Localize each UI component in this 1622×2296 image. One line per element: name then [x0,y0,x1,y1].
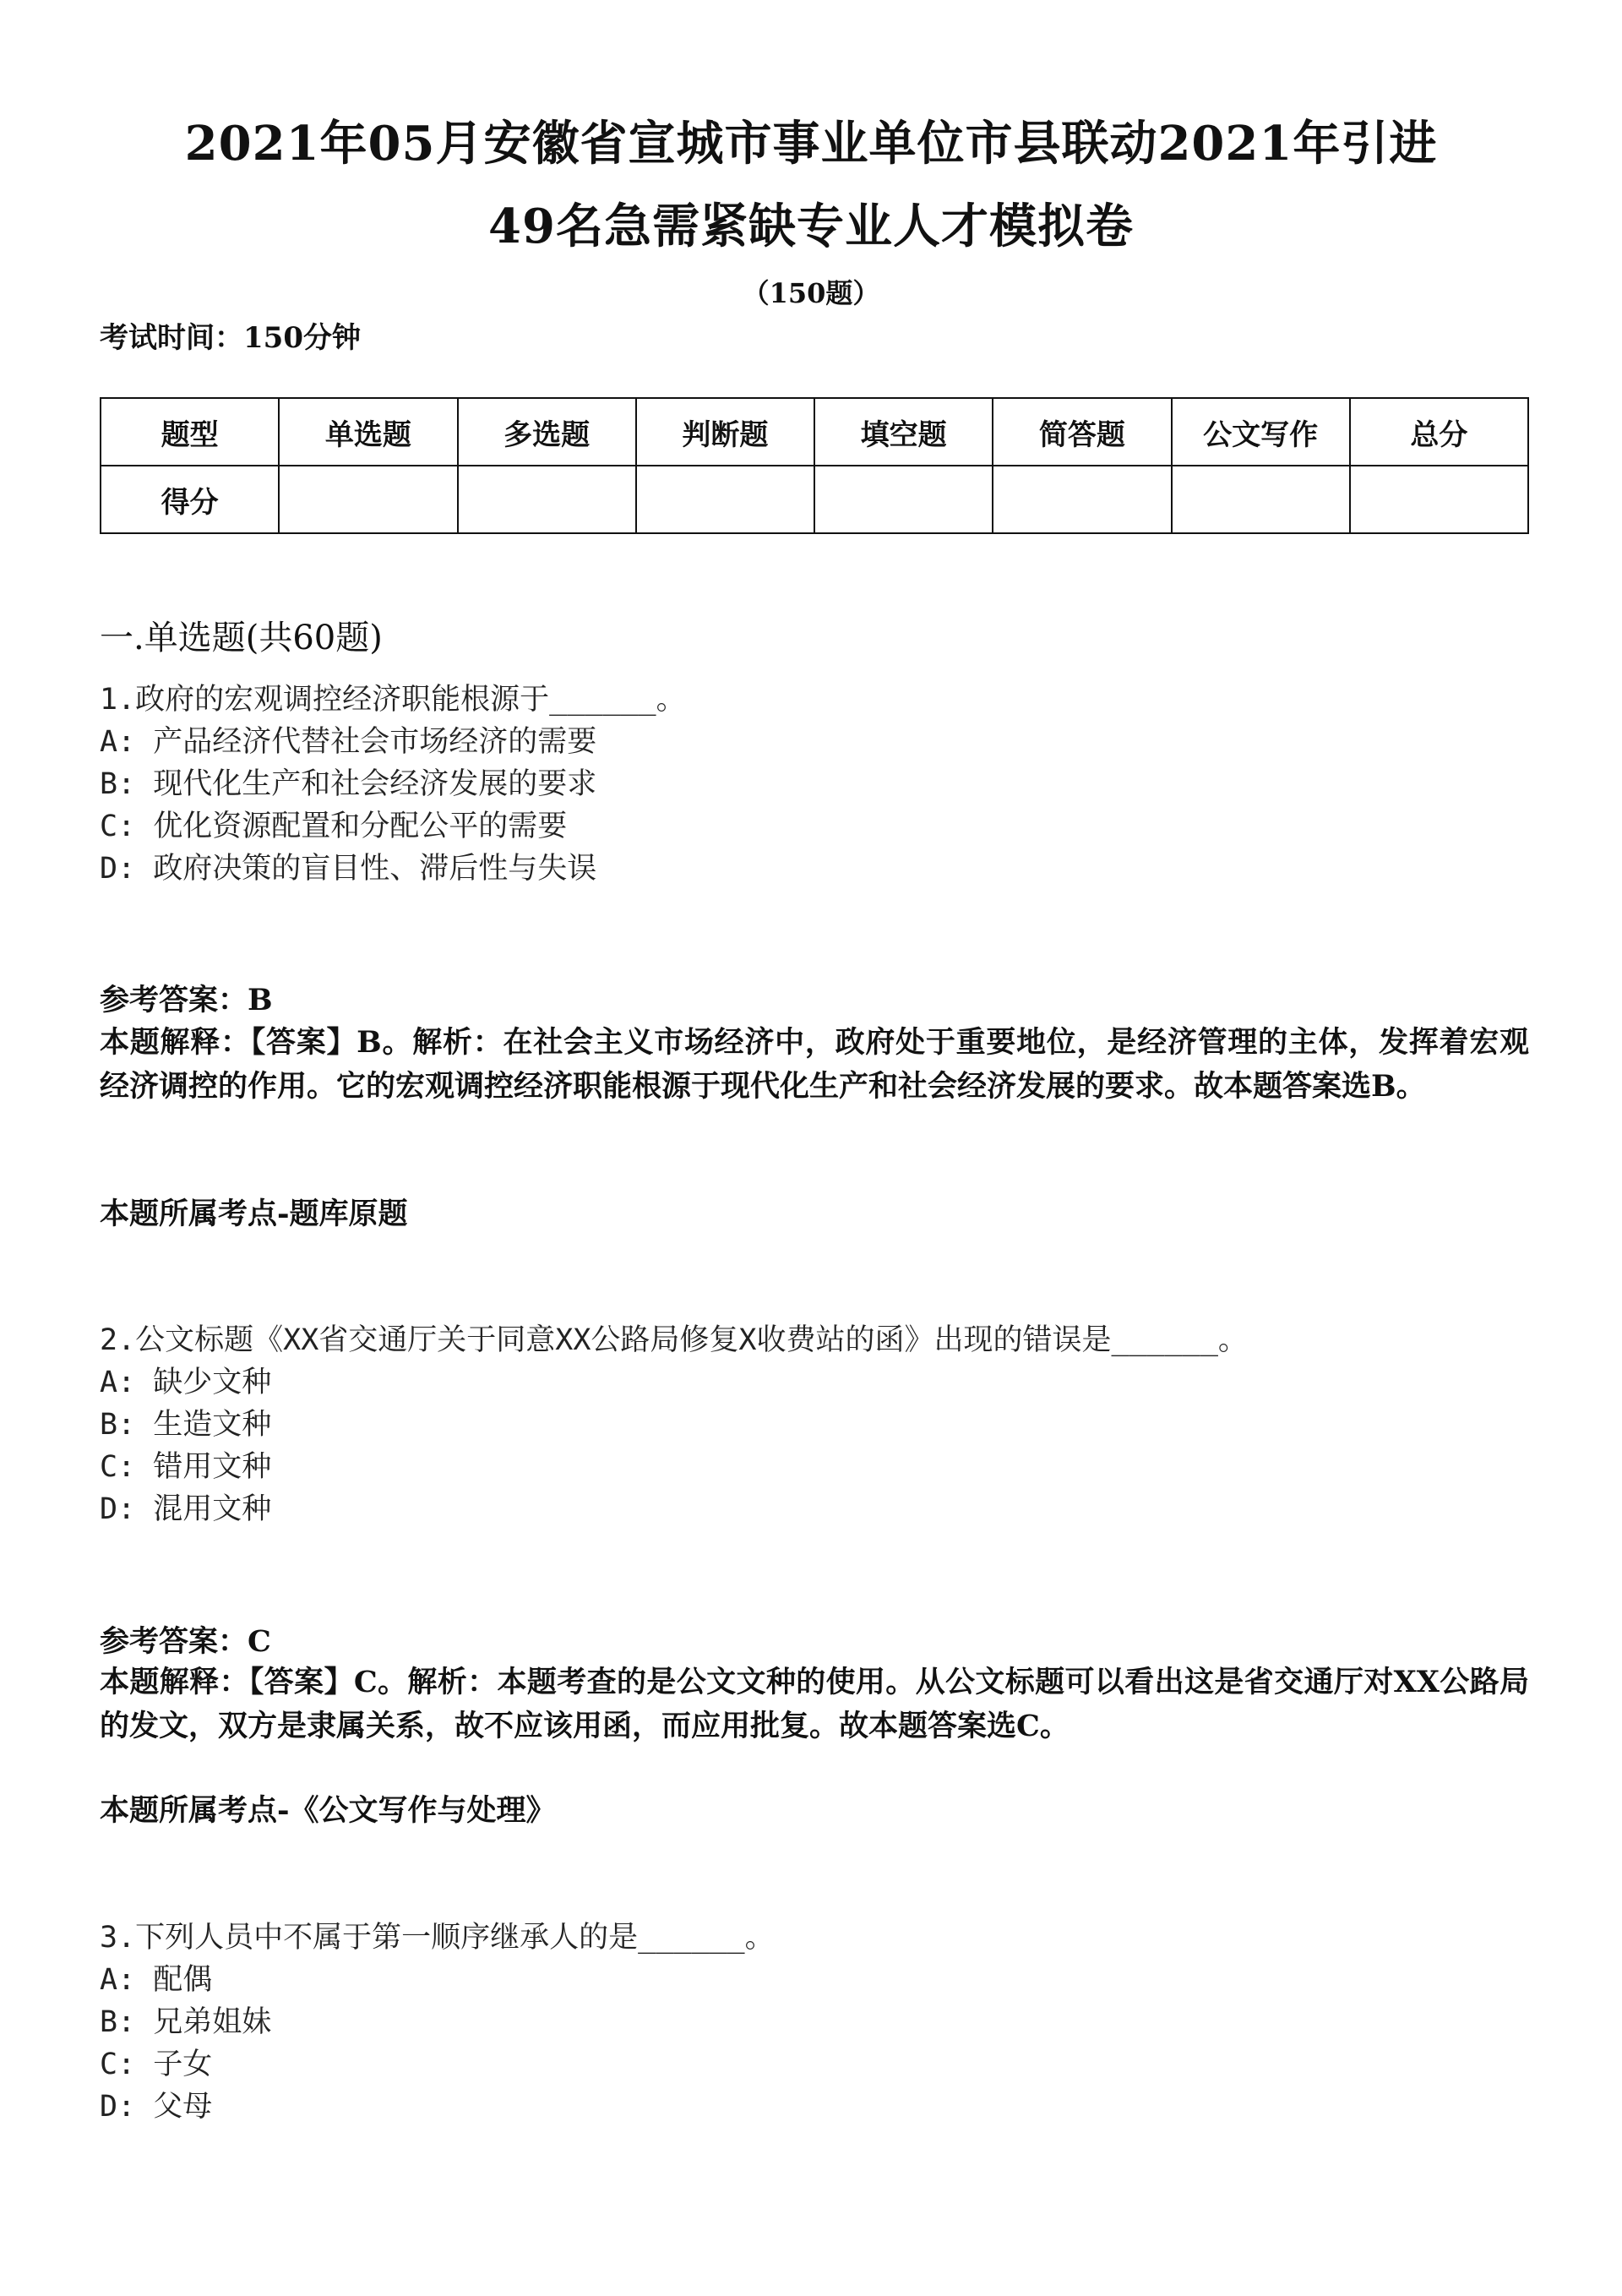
section-heading: 一.单选题(共60题) [100,619,383,657]
option-c: C: 错用文种 [100,1450,272,1484]
score-cell [1172,466,1350,533]
score-cell [1350,466,1528,533]
knowledge-point: 本题所属考点-题库原题 [100,1197,408,1231]
score-cell [636,466,814,533]
exam-time: 考试时间：150分钟 [100,321,361,355]
option-d: D: 政府决策的盲目性、滞后性与失误 [100,852,597,886]
knowledge-point: 本题所属考点-《公文写作与处理》 [100,1793,556,1828]
question-count: （150题） [742,277,880,309]
question-stem: 1.政府的宏观调控经济职能根源于______。 [100,683,686,717]
header-cell-multiple-choice: 多选题 [458,398,636,466]
score-cell [993,466,1171,533]
option-b: B: 现代化生产和社会经济发展的要求 [100,767,597,801]
header-cell-short-answer: 简答题 [993,398,1171,466]
option-b: B: 兄弟姐妹 [100,2005,272,2039]
reference-answer: 参考答案：B [100,983,273,1017]
score-cell [458,466,636,533]
option-a: A: 产品经济代替社会市场经济的需要 [100,725,597,759]
question-2 [100,1319,1536,1530]
header-cell-type: 题型 [101,398,279,466]
header-cell-total: 总分 [1350,398,1528,466]
answer-explanation: 本题解释：【答案】C。解析：本题考查的是公文文种的使用。从公文标题可以看出这是省交通厅对XX公路局的发文，双方是隶属关系，故不应该用函，而应用批复。故本题答案选C。 [100,1665,1529,1743]
header-cell-true-false: 判断题 [636,398,814,466]
option-a: A: 配偶 [100,1963,213,1997]
header-cell-fill-blank: 填空题 [814,398,993,466]
option-c: C: 子女 [100,2048,213,2081]
option-b: B: 生造文种 [100,1408,272,1442]
reference-answer: 参考答案：C [100,1624,271,1659]
score-table-score-row [101,466,1528,533]
answer-explanation: 本题解释：【答案】B。解析：在社会主义市场经济中，政府处于重要地位，是经济管理的主体，发挥着宏观经济调控的作用。它的宏观调控经济职能根源于现代化生产和社会经济发展的要求。故本题答案选B。 [100,1025,1529,1104]
option-d: D: 混用文种 [100,1492,272,1526]
score-table-header-row [101,398,1528,466]
option-c: C: 优化资源配置和分配公平的需要 [100,810,568,843]
header-cell-single-choice: 单选题 [279,398,457,466]
question-1 [100,679,1536,890]
question-stem: 2.公文标题《XX省交通厅关于同意XX公路局修复X收费站的函》出现的错误是______。 [100,1323,1248,1357]
header-cell-official-writing: 公文写作 [1172,398,1350,466]
document-title-line-1: 2021年05月安徽省宣城市事业单位市县联动2021年引进 [184,116,1438,172]
option-d: D: 父母 [100,2090,213,2124]
score-cell [279,466,457,533]
document-title-line-2: 49名急需紧缺专业人才模拟卷 [488,199,1134,254]
score-table [100,397,1529,534]
question-stem: 3.下列人员中不属于第一顺序继承人的是______。 [100,1921,775,1955]
question-3 [100,1917,1536,2128]
option-a: A: 缺少文种 [100,1366,272,1399]
score-row-label: 得分 [101,466,279,533]
score-cell [814,466,993,533]
